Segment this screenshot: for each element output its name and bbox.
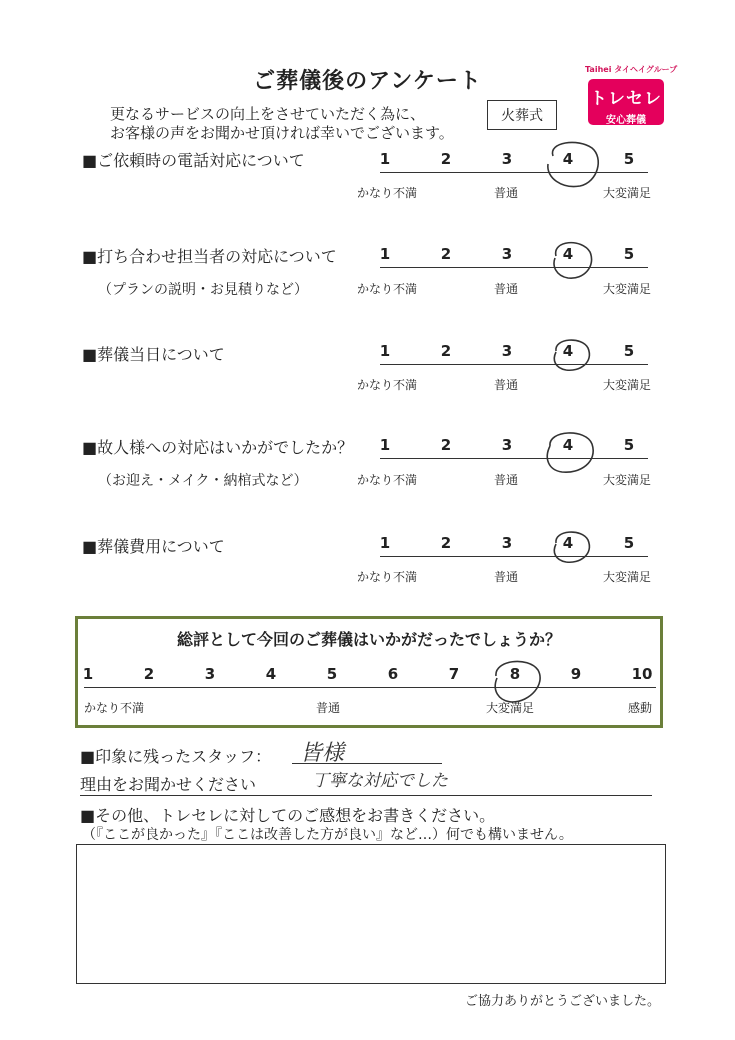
q1-label-high: 大変満足 <box>603 186 652 200</box>
reason-underline <box>80 795 652 796</box>
q4-option-1[interactable]: 1 <box>379 436 391 454</box>
q5-label-low: かなり不満 <box>357 570 418 584</box>
staff-label: ■印象に残ったスタッフ： <box>80 747 272 766</box>
reason-input[interactable]: 丁寧な対応でした <box>312 771 448 791</box>
question-3-text: ■葬儀当日について <box>82 345 225 364</box>
q4-option-3[interactable]: 3 <box>501 436 513 454</box>
ceremony-type-tag: 火葬式 <box>487 100 557 130</box>
logo-sub-text: 安心葬儀 <box>606 115 646 126</box>
q2-option-4[interactable]: 4 <box>562 245 574 263</box>
q5-option-5[interactable]: 5 <box>623 534 635 552</box>
brand-group-text: Taihei タイヘイグループ <box>585 65 678 74</box>
q2-option-5[interactable]: 5 <box>623 245 635 263</box>
overall-option-1[interactable]: 1 <box>82 665 94 683</box>
q4-label-mid: 普通 <box>494 473 519 487</box>
question-2-text: ■打ち合わせ担当者の対応について <box>82 247 337 266</box>
overall-option-6[interactable]: 6 <box>387 665 399 683</box>
q2-scale-line <box>380 267 648 268</box>
q1-label-mid: 普通 <box>494 186 519 200</box>
q4-label-low: かなり不満 <box>357 473 418 487</box>
comments-label: ■その他、トレセレに対してのご感想をお書きください。 <box>80 806 496 825</box>
q5-option-2[interactable]: 2 <box>440 534 452 552</box>
comments-textarea[interactable] <box>76 844 666 984</box>
overall-option-8[interactable]: 8 <box>509 665 521 683</box>
q1-option-3[interactable]: 3 <box>501 150 513 168</box>
q3-option-5[interactable]: 5 <box>623 342 635 360</box>
q2-label-low: かなり不満 <box>357 282 418 296</box>
q2-option-3[interactable]: 3 <box>501 245 513 263</box>
q4-option-2[interactable]: 2 <box>440 436 452 454</box>
brand-logo <box>588 79 664 125</box>
question-4-text: ■故人様への対応はいかがでしたか？ <box>82 438 354 457</box>
page-title: ご葬儀後のアンケート <box>253 69 482 94</box>
q3-label-high: 大変満足 <box>603 378 652 392</box>
q5-option-4[interactable]: 4 <box>562 534 574 552</box>
q4-label-high: 大変満足 <box>603 473 652 487</box>
q5-label-high: 大変満足 <box>603 570 652 584</box>
intro-line-2: お客様の声をお聞かせ頂ければ幸いでございます。 <box>110 124 454 142</box>
overall-label-top: 感動 <box>628 701 653 715</box>
q3-label-mid: 普通 <box>494 378 519 392</box>
overall-option-9[interactable]: 9 <box>570 665 582 683</box>
overall-label-high: 大変満足 <box>486 701 535 715</box>
q1-option-1[interactable]: 1 <box>379 150 391 168</box>
comments-hint: （『ここが良かった』『ここは改善した方が良い』など…）何でも構いません。 <box>82 827 573 843</box>
overall-option-2[interactable]: 2 <box>143 665 155 683</box>
q2-option-2[interactable]: 2 <box>440 245 452 263</box>
q1-label-low: かなり不満 <box>357 186 418 200</box>
reason-label: 理由をお聞かせください <box>80 775 257 794</box>
q3-option-3[interactable]: 3 <box>501 342 513 360</box>
overall-option-10[interactable]: 10 <box>631 665 653 683</box>
question-5-text: ■葬儀費用について <box>82 537 225 556</box>
overall-option-4[interactable]: 4 <box>265 665 277 683</box>
q3-scale-line <box>380 364 648 365</box>
q4-option-5[interactable]: 5 <box>623 436 635 454</box>
staff-underline <box>292 763 442 764</box>
q5-scale-line <box>380 556 648 557</box>
overall-label-mid: 普通 <box>316 701 341 715</box>
q3-option-4[interactable]: 4 <box>562 342 574 360</box>
q1-scale-line <box>380 172 648 173</box>
overall-question: 総評として今回のご葬儀はいかがだったでしょうか？ <box>176 630 561 649</box>
thanks-text: ご協力ありがとうございました。 <box>465 994 661 1009</box>
overall-option-5[interactable]: 5 <box>326 665 338 683</box>
intro-line-1: 更なるサービスの向上をさせていただく為に、 <box>110 105 426 123</box>
overall-scale-line <box>84 687 656 688</box>
q1-option-2[interactable]: 2 <box>440 150 452 168</box>
overall-label-low: かなり不満 <box>84 701 145 715</box>
q5-option-1[interactable]: 1 <box>379 534 391 552</box>
q2-label-mid: 普通 <box>494 282 519 296</box>
q2-option-1[interactable]: 1 <box>379 245 391 263</box>
q4-option-4[interactable]: 4 <box>562 436 574 454</box>
q3-option-2[interactable]: 2 <box>440 342 452 360</box>
q1-option-5[interactable]: 5 <box>623 150 635 168</box>
q1-option-4[interactable]: 4 <box>562 150 574 168</box>
q3-option-1[interactable]: 1 <box>379 342 391 360</box>
q5-option-3[interactable]: 3 <box>501 534 513 552</box>
q4-scale-line <box>380 458 648 459</box>
question-1-text: ■ご依頼時の電話対応について <box>82 151 305 170</box>
staff-input[interactable]: 皆様 <box>300 741 345 766</box>
q5-label-mid: 普通 <box>494 570 519 584</box>
q2-label-high: 大変満足 <box>603 282 652 296</box>
question-4-subtext: （お迎え・メイク・納棺式など） <box>98 473 308 489</box>
q3-label-low: かなり不満 <box>357 378 418 392</box>
overall-option-3[interactable]: 3 <box>204 665 216 683</box>
question-2-subtext: （プランの説明・お見積りなど） <box>98 282 308 298</box>
overall-option-7[interactable]: 7 <box>448 665 460 683</box>
logo-main-text: トレセレ <box>590 89 662 109</box>
